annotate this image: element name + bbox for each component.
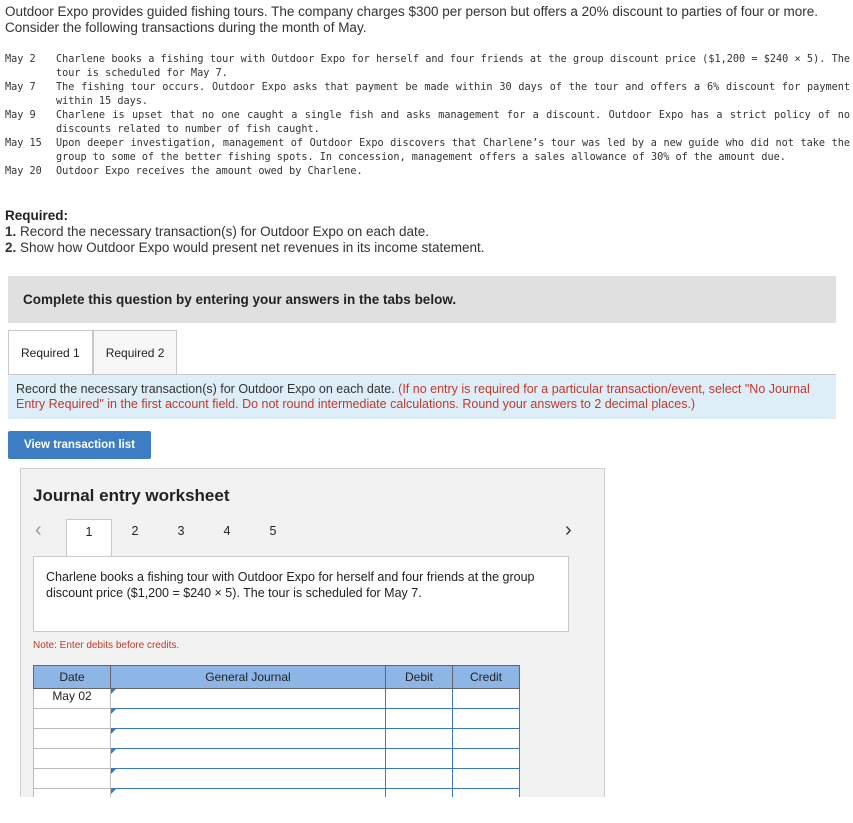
view-transaction-list-button[interactable]: View transaction list — [8, 431, 151, 459]
transaction-text: Charlene books a fishing tour with Outdoor Expo for herself and four friends at the group discount price ($1,200 = $240 × 5). The tour is scheduled for May 7. — [56, 54, 850, 79]
instruction-note: (If no entry is required for a particular transaction/event, select "No Journal Entry Required" in the first account field. Do not round intermediate calculations. Round your answers to 2 decimal places.) — [16, 382, 810, 411]
date-cell — [34, 729, 111, 749]
transaction-list — [5, 53, 850, 179]
transaction-date: May 9 — [5, 110, 36, 121]
transaction-date: May 2 — [5, 54, 36, 65]
date-cell — [34, 709, 111, 729]
journal-table — [33, 665, 520, 809]
debit-column-header: Debit — [386, 666, 453, 689]
transaction-date: May 7 — [5, 82, 36, 93]
viewport-cutoff — [0, 797, 853, 823]
transaction-row — [5, 53, 850, 81]
page-tab-2[interactable]: 2 — [131, 524, 139, 538]
required-item — [5, 240, 485, 256]
chevron-right-icon[interactable]: › — [565, 519, 572, 541]
dropdown-marker-icon — [111, 709, 116, 714]
dropdown-marker-icon — [111, 729, 116, 734]
dropdown-marker-icon — [111, 689, 116, 694]
journal-header-row — [34, 666, 520, 689]
table-row — [34, 769, 520, 789]
dropdown-marker-icon — [111, 749, 116, 754]
worksheet-pagination — [66, 519, 296, 557]
transaction-text: Upon deeper investigation, management of Outdoor Expo discovers that Charlene’s tour was led by a new guide who did not take the group to some of the better fishing spots. In concession, management offers a sales allowance of 30% of the amount due. — [56, 138, 850, 163]
date-cell — [34, 749, 111, 769]
account-input[interactable] — [111, 709, 386, 729]
table-row — [34, 709, 520, 729]
credit-input[interactable] — [453, 689, 520, 709]
tab-bar — [8, 330, 177, 374]
table-row — [34, 689, 520, 709]
credit-input[interactable] — [453, 709, 520, 729]
transaction-date: May 20 — [5, 166, 42, 177]
account-input[interactable] — [111, 729, 386, 749]
journal-entry-worksheet — [20, 468, 605, 808]
dropdown-marker-icon — [111, 789, 116, 794]
table-row — [34, 729, 520, 749]
tab-required-2[interactable]: Required 2 — [93, 330, 178, 374]
required-item-text: Record the necessary transaction(s) for Outdoor Expo on each date. — [20, 224, 429, 239]
debit-input[interactable] — [386, 729, 453, 749]
transaction-text: Charlene is upset that no one caught a single fish and asks management for a discount. Outdoor Expo has a strict policy of no discounts related to number of fish caught. — [56, 110, 850, 135]
required-item-number: 2. — [5, 240, 17, 255]
required-item — [5, 224, 485, 240]
debit-input[interactable] — [386, 709, 453, 729]
required-section — [5, 208, 485, 256]
date-cell — [34, 769, 111, 789]
debit-input[interactable] — [386, 749, 453, 769]
complete-question-banner: Complete this question by entering your answers in the tabs below. — [8, 276, 836, 323]
credit-input[interactable] — [453, 769, 520, 789]
required-heading: Required: — [5, 208, 69, 223]
account-input[interactable] — [111, 769, 386, 789]
tab-required-1[interactable]: Required 1 — [8, 330, 93, 375]
date-cell: May 02 — [34, 689, 111, 709]
page-tab-3[interactable]: 3 — [177, 524, 185, 538]
dropdown-marker-icon — [111, 769, 116, 774]
debit-input[interactable] — [386, 689, 453, 709]
date-column-header: Date — [34, 666, 111, 689]
transaction-row — [5, 109, 850, 137]
transaction-text: The fishing tour occurs. Outdoor Expo asks that payment be made within 30 days of the tour and offers a 6% discount for payment within 15 days. — [56, 82, 850, 107]
required-item-text: Show how Outdoor Expo would present net revenues in its income statement. — [20, 240, 485, 255]
debit-input[interactable] — [386, 769, 453, 789]
transaction-row — [5, 137, 850, 165]
worksheet-title: Journal entry worksheet — [33, 486, 230, 505]
credit-input[interactable] — [453, 729, 520, 749]
transaction-description: Charlene books a fishing tour with Outdoor Expo for herself and four friends at the group discount price ($1,200 = $240 × 5). The tour is scheduled for May 7. — [33, 556, 569, 632]
instruction-main: Record the necessary transaction(s) for Outdoor Expo on each date. — [16, 382, 395, 396]
account-input[interactable] — [111, 749, 386, 769]
problem-intro: Outdoor Expo provides guided fishing tours. The company charges $300 per person but offers a 20% discount to parties of four or more. Consider the following transactions during the month of May. — [5, 4, 818, 35]
transaction-text: Outdoor Expo receives the amount owed by Charlene. — [56, 166, 363, 177]
page-tab-5[interactable]: 5 — [269, 524, 277, 538]
debit-credit-note: Note: Enter debits before credits. — [33, 640, 180, 651]
table-row — [34, 749, 520, 769]
page-tab-4[interactable]: 4 — [223, 524, 231, 538]
general-journal-column-header: General Journal — [111, 666, 386, 689]
transaction-row — [5, 165, 850, 179]
transaction-row — [5, 81, 850, 109]
credit-column-header: Credit — [453, 666, 520, 689]
instruction-box — [8, 375, 836, 419]
chevron-left-icon[interactable]: ‹ — [35, 519, 42, 541]
page-tab-1[interactable]: 1 — [66, 519, 112, 557]
transaction-date: May 15 — [5, 138, 42, 149]
account-input[interactable] — [111, 689, 386, 709]
credit-input[interactable] — [453, 749, 520, 769]
required-item-number: 1. — [5, 224, 17, 239]
